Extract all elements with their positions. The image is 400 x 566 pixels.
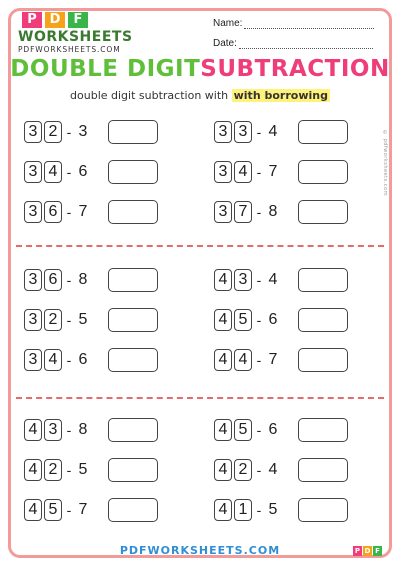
tens-digit-box: 3 (24, 161, 42, 183)
tens-digit-box: 3 (24, 121, 42, 143)
subtraction-problem (24, 418, 158, 442)
tens-digit-box: 3 (214, 161, 232, 183)
subtitle-text: double digit subtraction with (70, 89, 229, 102)
ones-digit-box: 5 (234, 309, 252, 331)
title-part2: SUBTRACTION (200, 56, 390, 82)
answer-box[interactable] (108, 200, 158, 224)
subtrahend: 8 (78, 271, 88, 288)
answer-box[interactable] (108, 120, 158, 144)
logo-word: WORKSHEETS (18, 29, 133, 45)
subtrahend: 5 (268, 501, 278, 518)
name-label: Name: (213, 18, 243, 29)
subtrahend: 5 (78, 311, 88, 328)
tens-digit-box: 3 (24, 349, 42, 371)
logo-letter-f: F (68, 12, 88, 28)
subtrahend: 6 (78, 351, 88, 368)
minus-sign: - (66, 164, 72, 180)
minus-sign: - (256, 462, 262, 478)
subtrahend: 5 (78, 461, 88, 478)
answer-box[interactable] (108, 498, 158, 522)
subtrahend: 4 (268, 271, 278, 288)
subtraction-problem (24, 120, 158, 144)
subtraction-problem (214, 308, 348, 332)
subtraction-problem (24, 458, 158, 482)
ones-digit-box: 4 (44, 161, 62, 183)
subtrahend: 3 (78, 123, 88, 140)
logo-letter-d: D (45, 12, 65, 28)
answer-box[interactable] (298, 418, 348, 442)
answer-box[interactable] (298, 120, 348, 144)
answer-box[interactable] (108, 160, 158, 184)
subtraction-problem (214, 268, 348, 292)
ones-digit-box: 3 (44, 419, 62, 441)
footer-logo-letter-f: F (373, 546, 382, 556)
footer-url: PDFWORKSHEETS.COM (119, 544, 281, 557)
title-part1: DOUBLE DIGIT (10, 56, 201, 82)
subtraction-problem (214, 120, 348, 144)
minus-sign: - (66, 124, 72, 140)
subtraction-problem (214, 160, 348, 184)
answer-box[interactable] (108, 458, 158, 482)
subtraction-problem (214, 200, 348, 224)
tens-digit-box: 4 (214, 309, 232, 331)
footer-logo-letter-p: P (354, 547, 361, 555)
subtraction-problem (24, 498, 158, 522)
subtrahend: 8 (78, 421, 88, 438)
subtrahend: 4 (268, 461, 278, 478)
minus-sign: - (66, 462, 72, 478)
side-watermark-url: © pdfworksheets.com (382, 130, 388, 196)
logo-url: PDFWORKSHEETS.COM (18, 45, 121, 54)
subtraction-problem (214, 458, 348, 482)
subtrahend: 6 (268, 421, 278, 438)
tens-digit-box: 3 (24, 309, 42, 331)
subtrahend: 7 (268, 163, 278, 180)
minus-sign: - (256, 422, 262, 438)
date-label: Date: (213, 38, 237, 49)
subtrahend: 7 (268, 351, 278, 368)
subtraction-problem (24, 268, 158, 292)
answer-box[interactable] (108, 308, 158, 332)
ones-digit-box: 2 (44, 121, 62, 143)
answer-box[interactable] (298, 498, 348, 522)
name-field[interactable] (213, 18, 374, 29)
ones-digit-box: 2 (234, 459, 252, 481)
subtrahend: 8 (268, 203, 278, 220)
ones-digit-box: 1 (234, 499, 252, 521)
tens-digit-box: 4 (214, 459, 232, 481)
name-line[interactable] (244, 28, 374, 29)
footer-logo (353, 546, 382, 556)
section-divider-1 (16, 245, 384, 247)
minus-sign: - (66, 312, 72, 328)
subtraction-problem (24, 348, 158, 372)
footer-logo-letter-d: D (364, 547, 371, 555)
minus-sign: - (66, 204, 72, 220)
answer-box[interactable] (108, 348, 158, 372)
site-logo (18, 12, 133, 54)
ones-digit-box: 4 (234, 349, 252, 371)
worksheet-subtitle (0, 89, 400, 102)
subtrahend: 4 (268, 123, 278, 140)
ones-digit-box: 4 (234, 161, 252, 183)
section-divider-2 (16, 397, 384, 399)
ones-digit-box: 7 (234, 201, 252, 223)
minus-sign: - (66, 502, 72, 518)
subtraction-problem (214, 418, 348, 442)
subtitle-highlight: with borrowing (233, 89, 328, 102)
tens-digit-box: 4 (214, 349, 232, 371)
answer-box[interactable] (298, 308, 348, 332)
subtrahend: 7 (78, 203, 88, 220)
logo-letter-p: P (22, 12, 42, 28)
ones-digit-box: 2 (44, 309, 62, 331)
ones-digit-box: 5 (234, 419, 252, 441)
answer-box[interactable] (298, 348, 348, 372)
minus-sign: - (256, 352, 262, 368)
tens-digit-box: 4 (24, 419, 42, 441)
subtraction-problem (24, 160, 158, 184)
ones-digit-box: 6 (44, 201, 62, 223)
answer-box[interactable] (298, 160, 348, 184)
subtraction-problem (24, 308, 158, 332)
minus-sign: - (66, 352, 72, 368)
tens-digit-box: 3 (24, 201, 42, 223)
answer-box[interactable] (108, 268, 158, 292)
minus-sign: - (256, 502, 262, 518)
ones-digit-box: 6 (44, 269, 62, 291)
answer-box[interactable] (298, 458, 348, 482)
minus-sign: - (66, 272, 72, 288)
subtrahend: 6 (268, 311, 278, 328)
tens-digit-box: 4 (214, 419, 232, 441)
tens-digit-box: 3 (24, 269, 42, 291)
tens-digit-box: 4 (214, 269, 232, 291)
logo-letters (22, 12, 133, 28)
tens-digit-box: 3 (214, 201, 232, 223)
ones-digit-box: 5 (44, 499, 62, 521)
subtraction-problem (214, 498, 348, 522)
tens-digit-box: 4 (214, 499, 232, 521)
date-field[interactable] (213, 38, 373, 49)
ones-digit-box: 3 (234, 121, 252, 143)
ones-digit-box: 4 (44, 349, 62, 371)
subtrahend: 6 (78, 163, 88, 180)
minus-sign: - (66, 422, 72, 438)
subtraction-problem (214, 348, 348, 372)
answer-box[interactable] (108, 418, 158, 442)
ones-digit-box: 2 (44, 459, 62, 481)
minus-sign: - (256, 204, 262, 220)
date-line[interactable] (239, 48, 373, 49)
answer-box[interactable] (298, 200, 348, 224)
answer-box[interactable] (298, 268, 348, 292)
tens-digit-box: 4 (24, 499, 42, 521)
minus-sign: - (256, 312, 262, 328)
minus-sign: - (256, 124, 262, 140)
tens-digit-box: 3 (214, 121, 232, 143)
subtrahend: 7 (78, 501, 88, 518)
minus-sign: - (256, 164, 262, 180)
ones-digit-box: 3 (234, 269, 252, 291)
worksheet-title (0, 56, 400, 82)
subtraction-problem (24, 200, 158, 224)
tens-digit-box: 4 (24, 459, 42, 481)
minus-sign: - (256, 272, 262, 288)
